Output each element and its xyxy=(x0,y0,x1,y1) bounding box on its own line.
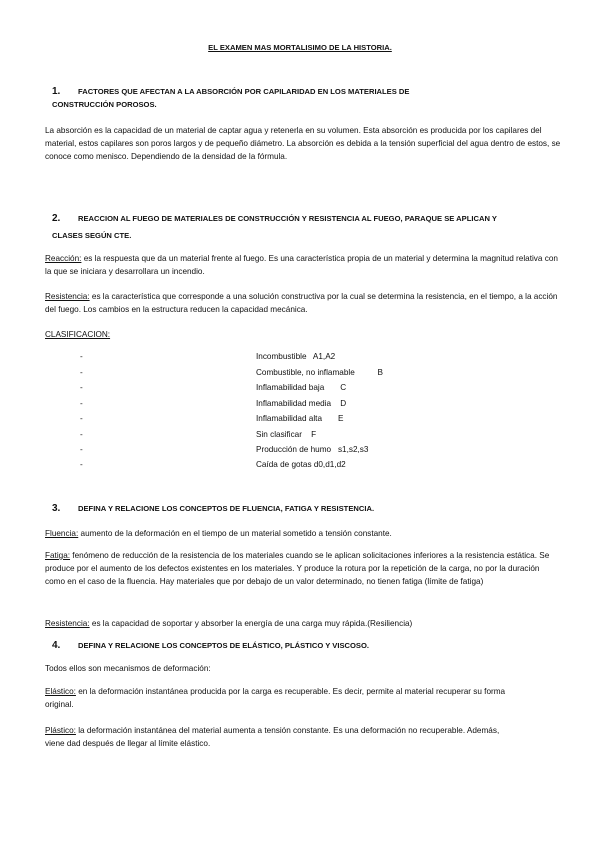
plastico-text: la deformación instantánea del material aumenta a tensión constante. Es una deformación no recuperable. Además, viene dad después de llegar al límite elástico. xyxy=(45,726,500,748)
list-item xyxy=(256,428,316,441)
class-code: A1,A2 xyxy=(312,352,336,361)
class-name: Inflamabilidad alta xyxy=(256,414,322,423)
section-1-heading-line1: FACTORES QUE AFECTAN A LA ABSORCIÓN POR CAPILARIDAD EN LOS MATERIALES DE xyxy=(78,87,410,96)
class-code: D xyxy=(340,399,347,408)
list-bullet: - xyxy=(80,383,83,392)
section-4-intro: Todos ellos son mecanismos de deformación: xyxy=(45,664,211,673)
elastico-definition xyxy=(45,685,525,711)
class-name: Sin clasificar xyxy=(256,430,302,439)
list-bullet: - xyxy=(80,430,83,439)
section-3-heading xyxy=(52,503,572,516)
list-item xyxy=(256,350,335,363)
fluencia-text: aumento de la deformación en el tiempo de un material sometido a tensión constante. xyxy=(78,529,392,538)
resistencia-text: es la capacidad de soportar y absorber la energía de una carga muy rápida.(Resiliencia) xyxy=(89,619,413,628)
section-2-number: 2. xyxy=(52,213,61,224)
class-name: Inflamabilidad baja xyxy=(256,383,325,392)
resistencia-fuego-term: Resistencia: xyxy=(45,292,90,301)
section-2-heading-line2: CLASES SEGÚN CTE. xyxy=(52,231,132,240)
class-name: Producción de humo xyxy=(256,445,332,454)
section-3-heading-text: DEFINA Y RELACIONE LOS CONCEPTOS DE FLUENCIA, FATIGA Y RESISTENCIA. xyxy=(78,504,375,513)
list-bullet: - xyxy=(80,399,83,408)
class-code: F xyxy=(311,430,317,439)
class-name: Incombustible xyxy=(256,352,307,361)
list-item xyxy=(256,381,346,394)
class-code: E xyxy=(337,414,344,423)
plastico-definition xyxy=(45,724,515,750)
list-item xyxy=(256,366,383,379)
elastico-text: en la deformación instantánea producida por la carga es recuperable. Es decir, permite al material recuperar su forma original. xyxy=(45,687,506,709)
class-name: Combustible, no inflamable xyxy=(256,368,355,377)
plastico-term: Plástico: xyxy=(45,726,76,735)
list-bullet: - xyxy=(80,414,83,423)
section-2-heading xyxy=(52,213,582,226)
fatiga-term: Fatiga: xyxy=(45,551,71,560)
section-3-number: 3. xyxy=(52,503,61,514)
section-1-heading xyxy=(52,86,572,99)
resistencia-term: Resistencia: xyxy=(45,619,90,628)
section-4-number: 4. xyxy=(52,640,61,651)
list-bullet: - xyxy=(80,368,83,377)
class-code: C xyxy=(340,383,347,392)
list-bullet: - xyxy=(80,445,83,454)
class-code: d0,d1,d2 xyxy=(313,460,346,469)
list-bullet: - xyxy=(80,460,83,469)
resistencia-fuego-text: es la característica que corresponde a una solución constructiva por la cual se determina la resistencia, en el tiempo, a la acción del fuego. Los cambios en la estructura reducen la capacidad mecánica. xyxy=(45,292,558,314)
section-4-heading-text: DEFINA Y RELACIONE LOS CONCEPTOS DE ELÁSTICO, PLÁSTICO Y VISCOSO. xyxy=(78,641,369,650)
class-code: B xyxy=(377,368,383,377)
elastico-term: Elástico: xyxy=(45,687,76,696)
list-item xyxy=(256,412,343,425)
class-name: Inflamabilidad media xyxy=(256,399,332,408)
section-2-heading-line1: REACCION AL FUEGO DE MATERIALES DE CONSTRUCCIÓN Y RESISTENCIA AL FUEGO, PARAQUE SE APLICAN Y xyxy=(78,214,497,223)
reaccion-term: Reacción: xyxy=(45,254,82,263)
fatiga-text: fenómeno de reducción de la resistencia de los materiales cuando se le aplican solicitaciones inferiores a la resistencia estática. Se produce por el aumento de los defectos existentes en los materiales. Y produce la rotura por la repetición de la carga, no por la duración como en el caso de la fluencia. Hay materiales que por debajo de un valor determinado, no tienen fatiga (límite de fatiga) xyxy=(45,551,550,586)
clasificacion-label: CLASIFICACION: xyxy=(45,330,111,339)
section-1-number: 1. xyxy=(52,86,61,97)
resistencia-fuego-definition xyxy=(45,290,560,316)
resistencia-definition xyxy=(45,617,565,630)
section-1-heading-line2: CONSTRUCCIÓN POROSOS. xyxy=(52,100,157,109)
reaccion-definition xyxy=(45,252,560,278)
class-name: Caída de gotas xyxy=(256,460,312,469)
fatiga-definition xyxy=(45,549,560,588)
list-item xyxy=(256,443,368,456)
reaccion-text: es la respuesta que da un material frente al fuego. Es una característica propia de un material y determina la magnitud relativa con la que se iniciara y desarrollara un incendio. xyxy=(45,254,558,276)
fluencia-term: Fluencia: xyxy=(45,529,79,538)
list-item xyxy=(256,397,346,410)
list-bullet: - xyxy=(80,352,83,361)
list-item xyxy=(256,458,346,471)
section-1-body: La absorción es la capacidad de un material de captar agua y retenerla en su volumen. Esta absorción es producida por los capilares del material, estos capilares son poros largos y de pequeño diámetro. La absorción es debida a la tensión superficial del agua dentro de estos, se conoce como menisco. Dependiendo de la densidad de la fórmula. xyxy=(45,126,561,161)
class-code: s1,s2,s3 xyxy=(337,445,369,454)
fluencia-definition xyxy=(45,527,565,540)
section-4-heading xyxy=(52,640,572,653)
document-title: EL EXAMEN MAS MORTALISIMO DE LA HISTORIA. xyxy=(208,43,392,52)
